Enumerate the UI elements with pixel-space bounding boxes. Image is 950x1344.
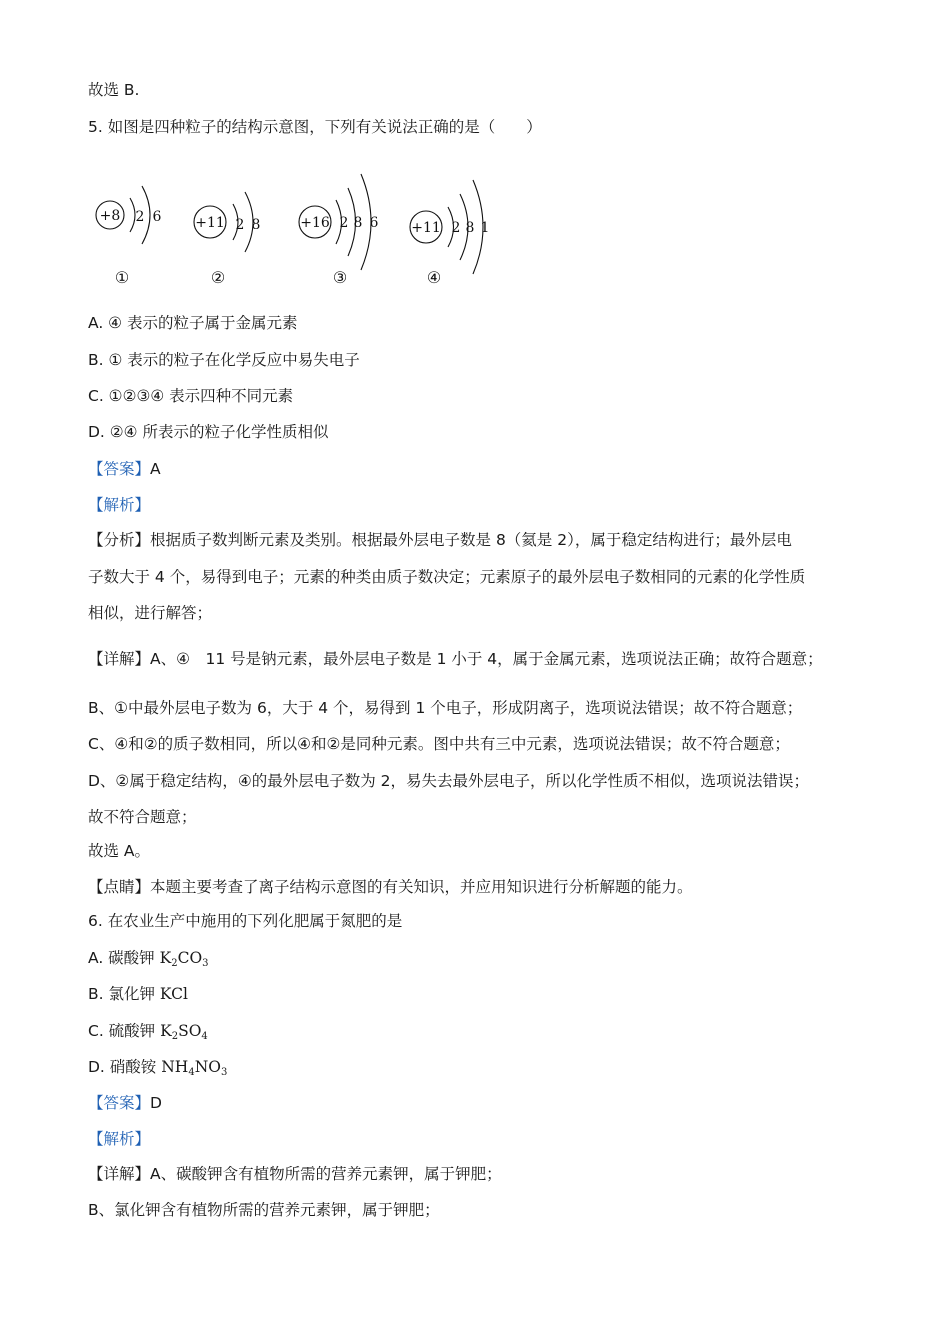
atom-4 xyxy=(410,180,489,287)
q6-option-c xyxy=(88,1021,208,1047)
q6-option-b-label: B. 氯化钾 xyxy=(88,985,160,1003)
atom-4-shell-3: 1 xyxy=(480,220,490,236)
atom-2-nucleus: +11 xyxy=(195,215,225,231)
atom-1-shell-1: 2 xyxy=(135,209,145,225)
xiangjie-tag: 【详解】 xyxy=(88,650,151,668)
xiangjie-line-d1: D、②属于稳定结构，④的最外层电子数为 2，易失去最外层电子，所以化学性质不相似，选项说法错误； xyxy=(88,772,810,790)
atom-3 xyxy=(299,174,379,287)
q6-option-a-formula: $K_2CO_3$ xyxy=(159,949,209,969)
option-a: A. ④ 表示的粒子属于金属元素 xyxy=(88,314,298,332)
xiangjie-line-a xyxy=(88,649,823,669)
q6-option-a-label: A. 碳酸钾 xyxy=(88,949,160,967)
xiangjie2-text-a: A、碳酸钾含有植物所需的营养元素钾，属于钾肥； xyxy=(150,1165,502,1183)
xiangjie2-line-a xyxy=(88,1164,502,1184)
q6-option-c-label: C. 硫酸钾 xyxy=(88,1022,161,1040)
particle-structure-diagram xyxy=(88,160,508,290)
answer-value: A xyxy=(150,460,161,478)
q6-option-d-label: D. 硝酸铵 xyxy=(88,1058,162,1076)
fenxi-text-1: 根据质子数判断元素及类别。根据最外层电子数是 8（氦是 2），属于稳定结构进行；最外层电 xyxy=(150,531,792,549)
fenxi-tag: 【分析】 xyxy=(88,531,151,549)
q6-option-d xyxy=(88,1057,227,1083)
atom-1-shell-2: 6 xyxy=(152,209,162,225)
atom-1 xyxy=(96,186,162,287)
analysis-tag-2: 【解析】 xyxy=(88,1130,151,1148)
question-6: 6. 在农业生产中施用的下列化肥属于氮肥的是 xyxy=(88,912,403,930)
dianjing-text: 本题主要考查了离子结构示意图的有关知识，并应用知识进行分析解题的能力。 xyxy=(150,878,693,896)
xiangjie2-tag: 【详解】 xyxy=(88,1165,151,1183)
answer-tag: 【答案】 xyxy=(88,460,151,478)
xiangjie2-line-b: B、氯化钾含有植物所需的营养元素钾，属于钾肥； xyxy=(88,1201,440,1219)
atom-1-label: ① xyxy=(114,268,130,287)
atom-3-nucleus: +16 xyxy=(300,215,330,231)
fenxi-line-1 xyxy=(88,530,792,550)
atom-2-shell-1: 2 xyxy=(235,217,245,233)
q6-option-b xyxy=(88,984,188,1004)
atom-4-shell-1: 2 xyxy=(451,220,461,236)
q6-option-b-formula: KCl xyxy=(159,985,188,1003)
fenxi-line-2: 子数大于 4 个，易得到电子；元素的种类由质子数决定；元素原子的最外层电子数相同的元素的化学性质 xyxy=(88,568,806,586)
xiangjie-text-a: A、④ 11 号是钠元素，最外层电子数是 1 小于 4，属于金属元素，选项说法正确；故符合题意； xyxy=(150,650,823,668)
atom-3-label: ③ xyxy=(332,268,348,287)
dianjing-tag: 【点睛】 xyxy=(88,878,151,896)
option-c: C. ①②③④ 表示四种不同元素 xyxy=(88,387,294,405)
atom-4-shell-2: 8 xyxy=(465,220,475,236)
atom-2-label: ② xyxy=(210,268,226,287)
xiangjie-line-b: B、①中最外层电子数为 6，大于 4 个，易得到 1 个电子，形成阴离子，选项说法错误；故不符合题意； xyxy=(88,699,803,717)
line-conclusion-b: 故选 B. xyxy=(88,81,140,99)
answer-line-2 xyxy=(88,1093,162,1113)
answer-tag-2: 【答案】 xyxy=(88,1094,151,1112)
question-5: 5. 如图是四种粒子的结构示意图，下列有关说法正确的是（ ） xyxy=(88,118,542,136)
q6-option-a xyxy=(88,948,209,974)
fenxi-line-3: 相似，进行解答； xyxy=(88,604,213,622)
atom-2 xyxy=(194,192,260,287)
atom-3-shell-3: 6 xyxy=(369,215,379,231)
atom-3-shell-1: 2 xyxy=(339,215,349,231)
dianjing-line xyxy=(88,877,693,897)
xiangjie-line-c: C、④和②的质子数相同，所以④和②是同种元素。图中共有三中元素，选项说法错误；故不符合题意； xyxy=(88,735,790,753)
conclusion-a: 故选 A。 xyxy=(88,842,151,860)
answer-line xyxy=(88,459,161,479)
atom-2-shell-2: 8 xyxy=(251,217,261,233)
atom-4-label: ④ xyxy=(426,268,442,287)
q6-option-d-formula: $NH_4NO_3$ xyxy=(161,1058,228,1078)
q6-option-c-formula: $K_2SO_4$ xyxy=(160,1022,208,1042)
atom-4-nucleus: +11 xyxy=(411,220,441,236)
atom-1-nucleus: +8 xyxy=(99,208,121,224)
option-d: D. ②④ 所表示的粒子化学性质相似 xyxy=(88,423,329,441)
atom-3-shell-2: 8 xyxy=(353,215,363,231)
analysis-tag: 【解析】 xyxy=(88,496,151,514)
xiangjie-line-d2: 故不符合题意； xyxy=(88,808,197,826)
answer-value-2: D xyxy=(150,1094,162,1112)
option-b: B. ① 表示的粒子在化学反应中易失电子 xyxy=(88,351,360,369)
